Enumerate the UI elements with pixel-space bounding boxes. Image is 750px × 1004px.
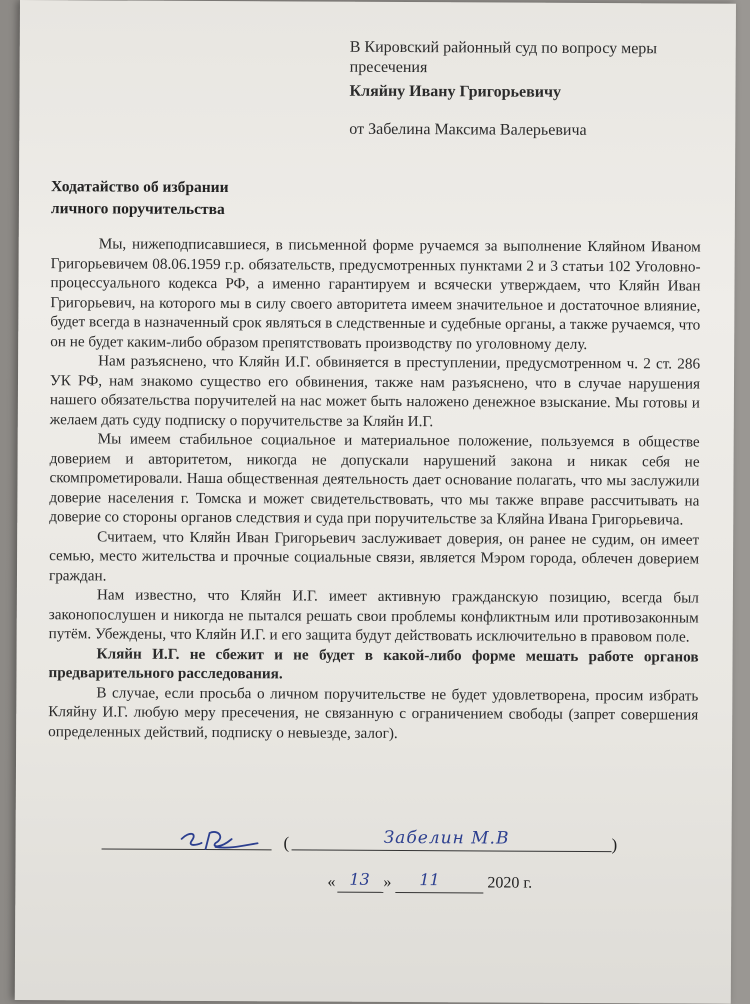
title-line-1: Ходатайство об избрании: [50, 178, 229, 197]
date-row: [315, 869, 595, 897]
date-month-underline: [395, 892, 483, 893]
signature-paren-open: (: [283, 833, 290, 853]
paragraph-4: Считаем, что Кляйн Иван Григорьевич заслуживает доверия, он ранее не судим, он имеет семью, место жительства и прочные социальные связи, является Мэром города, облечен доверием граждан.: [48, 527, 700, 584]
paragraph-1: Мы, нижеподписавшиеся, в письменной форме ручаемся за выполнение Кляйном Иваном Григорьевичем 08.06.1959 г.р. обязательств, предусмотренных пунктами 2 и 3 статьи 102 Уголовно-процессуального кодекса РФ, а именно гарантируем и всячески утверждаем, что Кляйн Иван Григорьевич, на которого мы в силу своего авторитета имеем значительное и достаточное влияние, будет всегда в назначенный срок являться в следственные и судебные органы, а также ручаемся, что он не будет каким-либо образом препятствовать производству по уголовному делу.: [50, 235, 701, 353]
sender-line: от Забелина Максима Валерьевича: [349, 120, 587, 139]
paragraph-6-bold: Кляйн И.Г. не сбежит и не будет в какой-либо форме мешать работе органов предварительного расследования.: [48, 644, 699, 683]
addressee-line-1: В Кировский районный суд по вопросу меры: [349, 38, 658, 58]
paragraph-7: В случае, если просьба о личном поручительстве не будет удовлетворена, просим избрать Кляйну И.Г. любую меру пресечения, не связанную с ограничением свободы (запрет совершения определенных действий, подписку о невыезде, залог).: [48, 683, 699, 742]
paragraph-2: Нам разъяснено, что Кляйн И.Г. обвиняется в преступлении, предусмотренном ч. 2 ст. 286 УК РФ, нам знакомо существо его обвинения, также нам разъяснено, что в случае нарушения нашего обязательства поручителей на нас может быть наложено денежное взыскание. Мы готовы и желаем дать суду подписку о поручительстве за Кляйн И.Г.: [49, 352, 701, 430]
title-line-2: личного поручительства: [50, 200, 225, 219]
signature-paren-close: ): [611, 835, 618, 855]
addressee-line-2: пресечения: [349, 58, 428, 77]
date-quote-open: «: [327, 873, 336, 891]
date-year: 2020 г.: [487, 874, 533, 892]
date-day-underline: [337, 892, 383, 893]
date-day: 13: [349, 869, 370, 889]
paragraph-3: Мы имеем стабильное социальное и материальное положение, пользуемся в обществе доверием и авторитетом, никогда не допускали нарушений закона и никак себя не скомпрометировали. Наша общественная деятельность дает основание полагать, что мы заслужили доверие населения г. Томска и может свидетельствовать, что мы также вправе рассчитывать на доверие со стороны органов следствия и суда при поручительстве за Кляйна Ивана Григорьевича.: [49, 430, 700, 529]
paragraph-5: Нам известно, что Кляйн И.Г. имеет активную гражданскую позицию, всегда был законопослушен и никогда не пытался решать свои проблемы конфликтным или противозаконным путём. Убеждены, что Кляйн И.Г. и его защита будут действовать исключительно в правовом поле.: [48, 586, 699, 646]
signature-name-line: [292, 849, 612, 852]
date-quote-close: »: [383, 873, 392, 891]
document-page: [15, 0, 736, 1004]
document-title: [51, 176, 229, 221]
addressee-name: Кляйну Ивану Григорьевичу: [349, 82, 562, 101]
date-month: 11: [419, 870, 440, 890]
document-body: [48, 234, 701, 744]
signature-mark: [176, 827, 266, 857]
signature-name-handwritten: Забелин М.В: [383, 827, 510, 849]
